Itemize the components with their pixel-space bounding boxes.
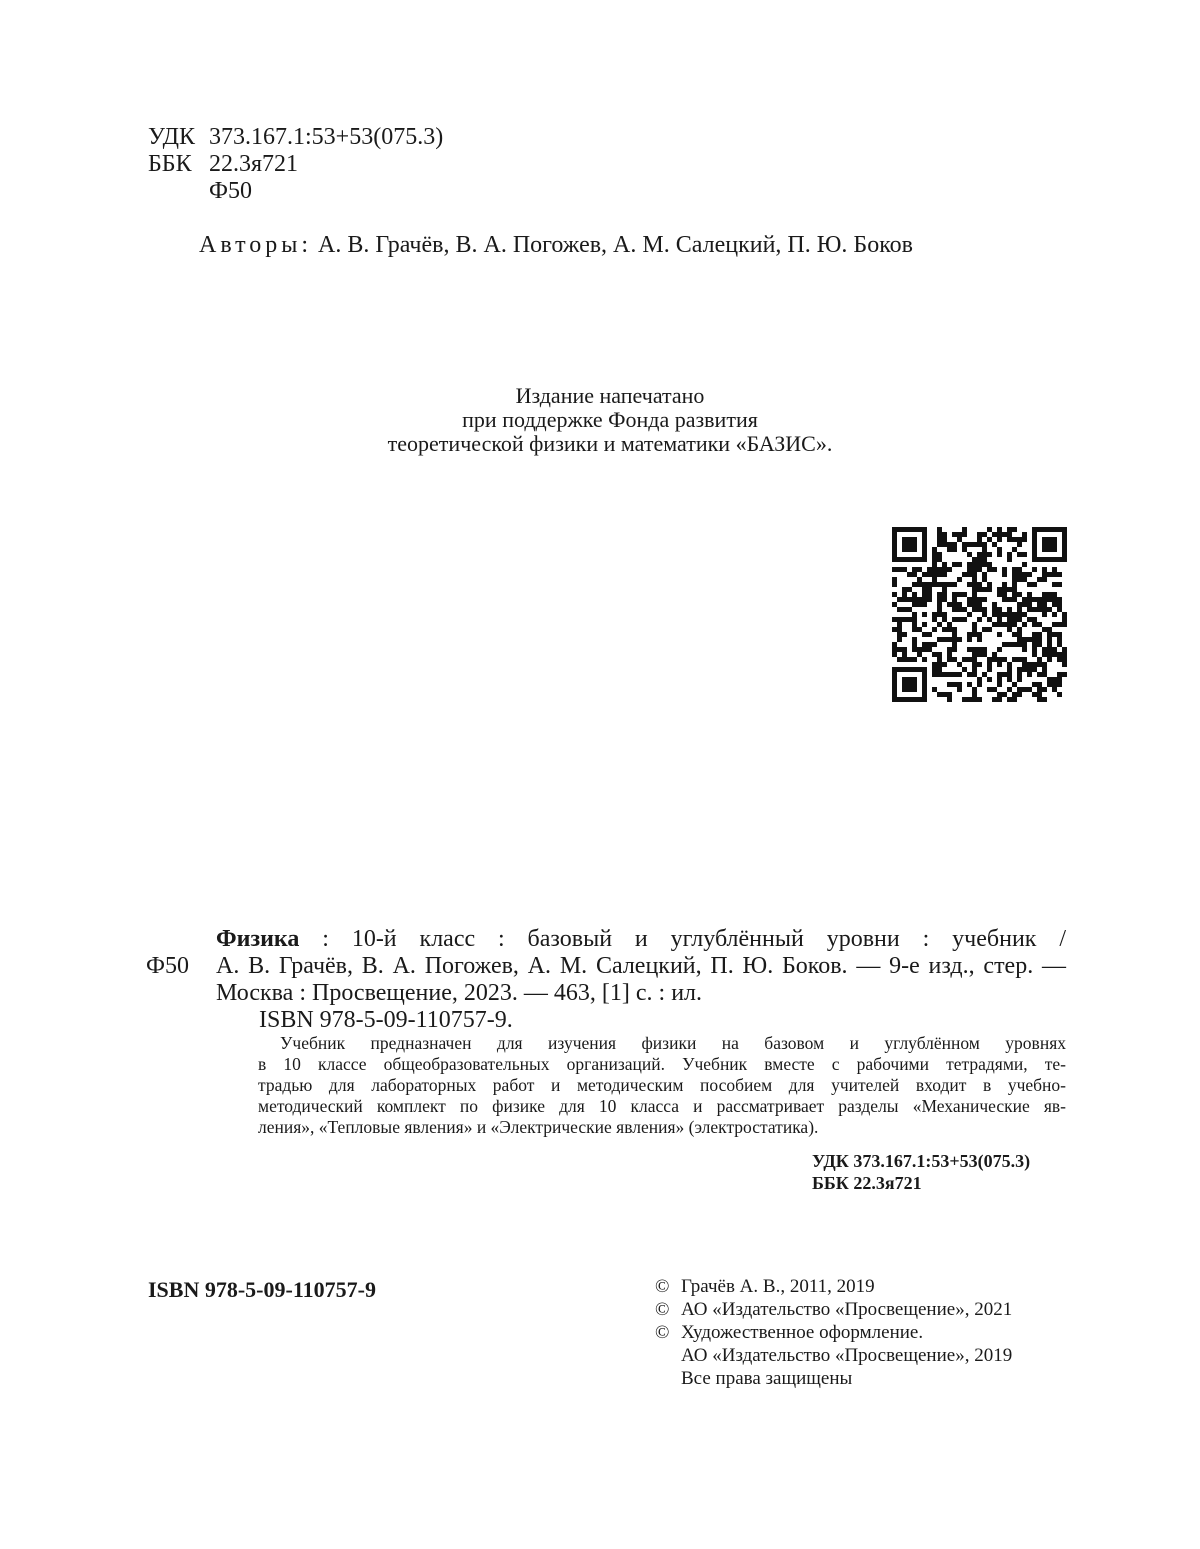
sponsor-line: при поддержке Фонда развития bbox=[462, 407, 758, 432]
copyright-row bbox=[655, 1321, 1012, 1344]
copyright-text: Грачёв А. В., 2011, 2019 bbox=[681, 1276, 875, 1297]
abstract-line: в 10 классе общеобразовательных организаций. Учебник вместе с рабочими тетрадями, те- bbox=[258, 1054, 1066, 1074]
biblio-isbn: ISBN 978-5-09-110757-9. bbox=[259, 1007, 513, 1033]
book-title: Физика bbox=[216, 926, 300, 952]
udk-row bbox=[148, 124, 443, 151]
authors-names: А. В. Грачёв, В. А. Погожев, А. М. Салецкий, П. Ю. Боков bbox=[318, 232, 913, 258]
abstract-line: методический комплект по физике для 10 класса и рассматривает разделы «Механические яв- bbox=[258, 1096, 1066, 1116]
copyright-text: АО «Издательство «Просвещение», 2021 bbox=[681, 1299, 1013, 1320]
copyright-text: АО «Издательство «Просвещение», 2019 bbox=[681, 1345, 1013, 1366]
qr-code-icon bbox=[892, 527, 1067, 702]
abstract-line: традью для лабораторных работ и методическим пособием для учителей входит в учебно- bbox=[258, 1075, 1066, 1095]
bbk-label: ББК bbox=[148, 151, 192, 177]
index-mark: Ф50 bbox=[146, 953, 189, 979]
copyright-text: Художественное оформление. bbox=[681, 1322, 924, 1343]
isbn: ISBN 978-5-09-110757-9 bbox=[148, 1277, 376, 1302]
udk-bbk-block bbox=[148, 124, 443, 205]
copyright-row bbox=[655, 1275, 1012, 1298]
udk-value: 373.167.1:53+53(075.3) bbox=[209, 124, 444, 150]
bbk-row bbox=[148, 151, 443, 178]
bbk-code: ББК 22.3я721 bbox=[812, 1173, 922, 1193]
sponsor-line: Издание напечатано bbox=[515, 383, 705, 408]
copyright-symbol: © bbox=[655, 1299, 670, 1320]
copyright-block bbox=[655, 1275, 1012, 1390]
abstract-line: Учебник предназначен для изучения физики на базовом и углублённом уровнях bbox=[280, 1033, 1066, 1053]
authors-line bbox=[199, 232, 913, 259]
abstract-line: ления», «Тепловые явления» и «Электрические явления» (электростатика). bbox=[258, 1117, 819, 1137]
biblio-line-3: Москва : Просвещение, 2023. — 463, [1] с. : ил. bbox=[216, 980, 703, 1006]
author-mark: Ф50 bbox=[209, 178, 252, 204]
rights-reserved: Все права защищены bbox=[681, 1368, 853, 1389]
copyright-row bbox=[655, 1298, 1012, 1321]
title-details: : 10-й класс : базовый и углублённый уровни : учебник / bbox=[299, 926, 1066, 952]
sponsor-line: теоретической физики и математики «БАЗИС». bbox=[387, 431, 833, 456]
classification-codes bbox=[812, 1150, 1030, 1194]
biblio-line-1 bbox=[216, 926, 1066, 953]
abstract bbox=[258, 1033, 1066, 1138]
biblio-line-2: А. В. Грачёв, В. А. Погожев, А. М. Салецкий, П. Ю. Боков. — 9-е изд., стер. — bbox=[216, 953, 1066, 979]
copyright-symbol: © bbox=[655, 1276, 670, 1297]
authors-label: Авторы: bbox=[199, 232, 313, 258]
udk-code: УДК 373.167.1:53+53(075.3) bbox=[812, 1151, 1031, 1171]
udk-label: УДК bbox=[148, 124, 195, 150]
copyright-symbol: © bbox=[655, 1322, 670, 1343]
bbk-value: 22.3я721 bbox=[209, 151, 299, 177]
bibliographic-record bbox=[146, 926, 1066, 1034]
sponsor-note bbox=[300, 384, 920, 456]
